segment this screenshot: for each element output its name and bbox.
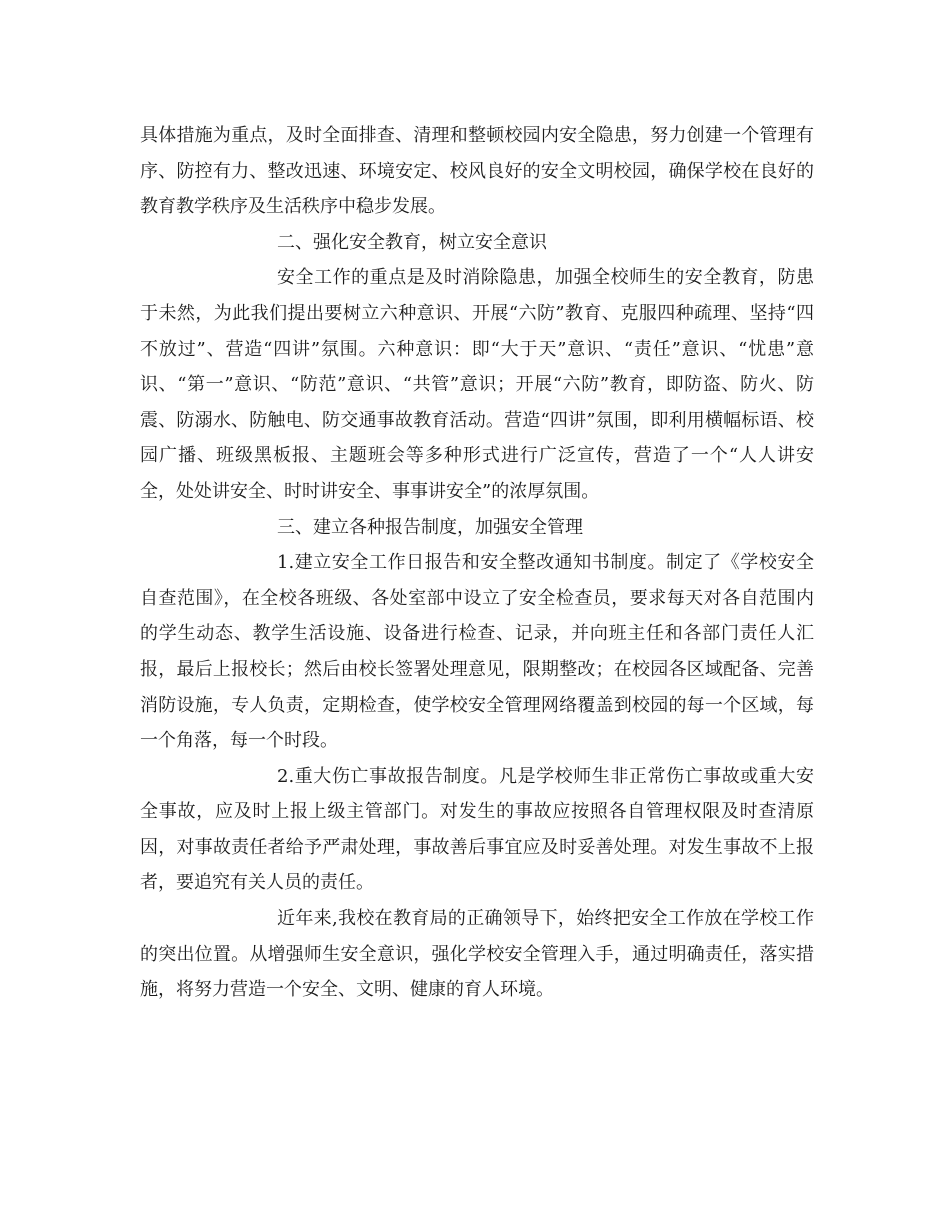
section-heading-3: 三、建立各种报告制度，加强安全管理: [277, 516, 583, 538]
paragraph-education: 安全工作的重点是及时消除隐患，加强全校师生的安全教育，防患于未然，为此我们提出要树立六种意识、开展“六防”教育、克服四种疏理、坚持“四不放过”、营造“四讲”氛围。六种意识：即“大于天”意识、“责任”意识、“忧患”意识、“第一”意识、“防范”意识、“共管”意识；开展“六防”教育，即防盗、防火、防震、防溺水、防触电、防交通事故教育活动。营造“四讲”氛围，即利用横幅标语、校园广播、班级黑板报、主题班会等多种形式进行广泛宣传，营造了一个“人人讲安全，处处讲安全、时时讲安全、事事讲安全”的浓厚氛围。: [140, 267, 814, 502]
paragraph-conclusion: 近年来,我校在教育局的正确领导下，始终把安全工作放在学校工作的突出位置。从增强师生安全意识，强化学校安全管理入手，通过明确责任，落实措施，将努力营造一个安全、文明、健康的育人环境。: [140, 908, 814, 1001]
paragraph-intro: 具体措施为重点，及时全面排查、清理和整顿校园内安全隐患，努力创建一个管理有序、防控有力、整改迅速、环境安定、校风良好的安全文明校园，确保学校在良好的教育教学秩序及生活秩序中稳步发展。: [140, 125, 814, 218]
section-heading-2: 二、强化安全教育，树立安全意识: [277, 231, 547, 253]
paragraph-daily-report: 1.建立安全工作日报告和安全整改通知书制度。制定了《学校安全自查范围》，在全校各班级、各处室部中设立了安全检查员，要求每天对各自范围内的学生动态、教学生活设施、设备进行检查、记录，并向班主任和各部门责任人汇报，最后上报校长；然后由校长签署处理意见，限期整改；在校园各区域配备、完善消防设施，专人负责，定期检查，使学校安全管理网络覆盖到校园的每一个区域，每一个角落，每一个时段。: [140, 552, 814, 752]
document-body: [140, 118, 814, 1008]
paragraph-accident-report: 2.重大伤亡事故报告制度。凡是学校师生非正常伤亡事故或重大安全事故，应及时上报上级主管部门。对发生的事故应按照各自管理权限及时查清原因，对事故责任者给予严肃处理，事故善后事宜应及时妥善处理。对发生事故不上报者，要追究有关人员的责任。: [140, 765, 814, 894]
